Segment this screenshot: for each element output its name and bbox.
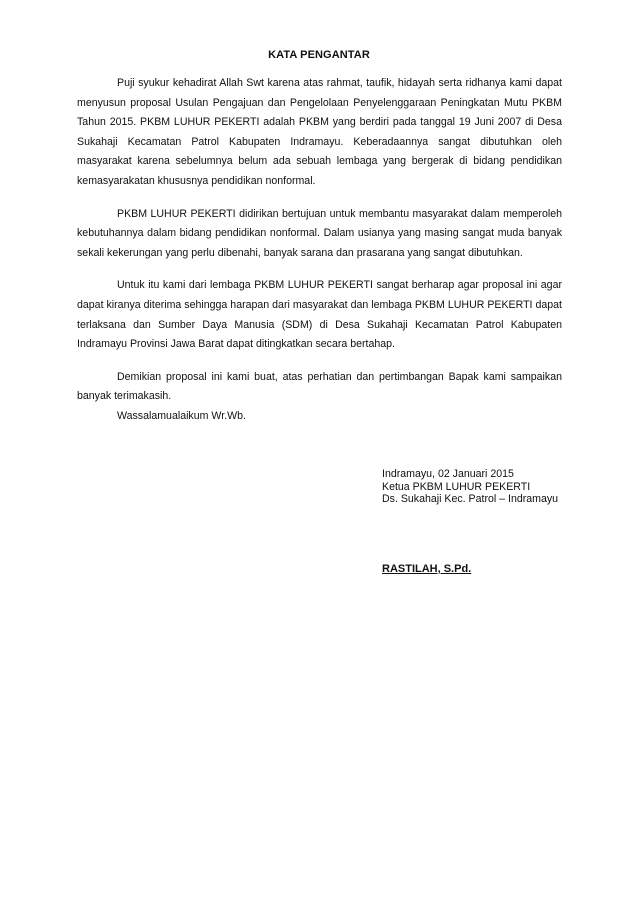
signature-block — [382, 468, 558, 506]
document-body — [77, 74, 562, 427]
place-date: Indramayu, 02 Januari 2015 — [382, 468, 514, 480]
signer-name: RASTILAH, S.Pd. — [382, 563, 472, 575]
paragraph-4: Demikian proposal ini kami buat, atas perhatian dan pertimbangan Bapak kami sampaikan banyak terimakasih. — [77, 370, 562, 403]
paragraph-3: Untuk itu kami dari lembaga PKBM LUHUR PEKERTI sangat berharap agar proposal ini agar dapat kiranya diterima sehingga harapan dari masyarakat dan lembaga PKBM LUHUR PEKERTI dapat terlaksana dan Sumber Daya Manusia (SDM) di Desa Sukahaji Kecamatan Patrol Kabupaten Indramayu Provinsi Jawa Barat dapat ditingkatkan secara bertahap. — [77, 279, 562, 351]
paragraph-1: Puji syukur kehadirat Allah Swt karena atas rahmat, taufik, hidayah serta ridhanya kami dapat menyusun proposal Usulan Pengajuan dan Pengelolaan Penyelenggaraan Peningkatan Mutu PKBM Tahun 2015. PKBM LUHUR PEKERTI adalah PKBM yang berdiri pada tanggal 19 Juni 2007 di Desa Sukahaji Kecamatan Patrol Kabupaten Indramayu. Keberadaannya sangat dibutuhkan oleh masyarakat karena sebelumnya belum ada sebuah lembaga yang bergerak di bidang pendidikan kemasyarakatan khususnya pendidikan nonformal. — [77, 77, 562, 187]
signer-position: Ketua PKBM LUHUR PEKERTI — [382, 480, 531, 493]
document-title: KATA PENGANTAR — [268, 49, 370, 61]
signer-address: Ds. Sukahaji Kec. Patrol – Indramayu — [382, 493, 559, 506]
paragraph-2: PKBM LUHUR PEKERTI didirikan bertujuan untuk membantu masyarakat dalam memperoleh kebutuhannya dalam bidang pendidikan nonformal. Dalam usianya yang masing sangat muda banyak sekali kekerungan yang perlu dibenahi, banyak sarana dan prasarana yang sangat dibutuhkan. — [77, 207, 562, 259]
closing-greeting: Wassalamualaikum Wr.Wb. — [117, 409, 246, 422]
